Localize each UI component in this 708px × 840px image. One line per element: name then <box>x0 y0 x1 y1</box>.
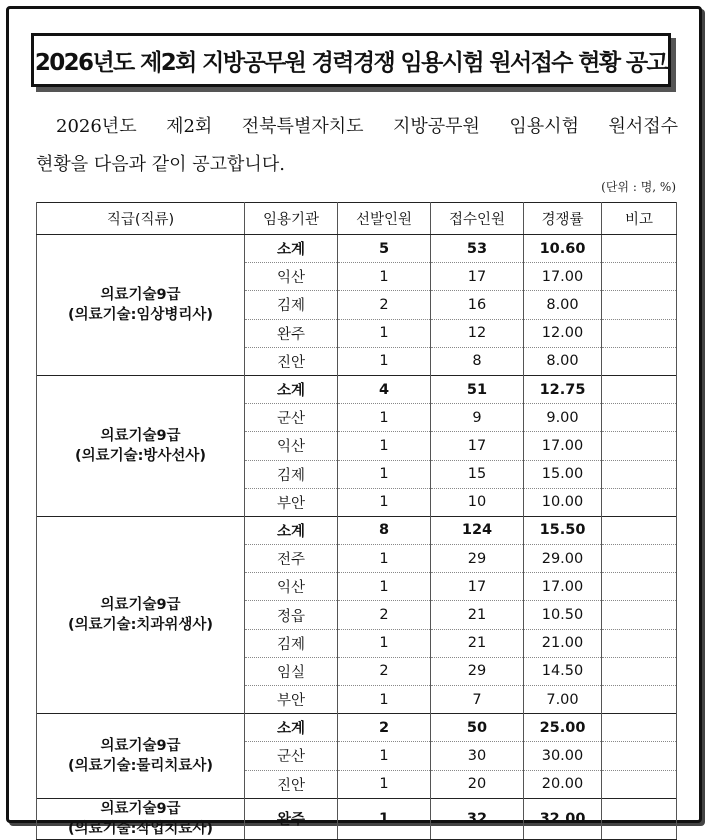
applicant-count-cell: 17 <box>431 432 524 460</box>
table-row <box>37 375 677 403</box>
org-cell: 소계 <box>245 375 338 403</box>
competition-ratio-cell: 8.00 <box>524 347 602 375</box>
selection-count-cell: 2 <box>338 291 431 319</box>
selection-count-cell: 5 <box>338 235 431 263</box>
applicant-count-cell: 15 <box>431 460 524 488</box>
selection-count-cell: 1 <box>338 770 431 798</box>
remarks-cell <box>602 375 677 403</box>
applicant-count-cell: 53 <box>431 235 524 263</box>
position-cell <box>37 375 245 516</box>
competition-ratio-cell: 20.00 <box>524 770 602 798</box>
intro-line-1: 2026년도 제2회 전북특별자치도 지방공무원 임용시험 원서접수 <box>56 116 678 137</box>
selection-count-cell: 1 <box>338 432 431 460</box>
table-body <box>37 235 677 840</box>
position-name: 의료기술9급 <box>100 800 181 817</box>
position-name: 의료기술9급 <box>100 286 181 303</box>
remarks-cell <box>602 488 677 516</box>
applicant-count-cell: 30 <box>431 742 524 770</box>
remarks-cell <box>602 432 677 460</box>
selection-count-cell: 2 <box>338 657 431 685</box>
remarks-cell <box>602 235 677 263</box>
selection-count-cell: 1 <box>338 545 431 573</box>
org-cell: 진안 <box>245 347 338 375</box>
org-cell: 완주 <box>245 798 338 839</box>
remarks-cell <box>602 404 677 432</box>
selection-count-cell: 2 <box>338 714 431 742</box>
selection-count-cell: 1 <box>338 629 431 657</box>
page-title: 2026년도 제2회 지방공무원 경력경쟁 임용시험 원서접수 현황 공고 <box>34 49 668 76</box>
table-row <box>37 516 677 544</box>
title-box <box>31 33 671 87</box>
intro-paragraph <box>36 108 678 184</box>
applicant-count-cell: 10 <box>431 488 524 516</box>
position-name: 의료기술9급 <box>100 597 181 614</box>
remarks-cell <box>602 686 677 714</box>
position-specialty: (의료기술:물리치료사) <box>67 757 214 774</box>
competition-ratio-cell: 10.00 <box>524 488 602 516</box>
header-remarks: 비고 <box>602 203 677 235</box>
org-cell: 부안 <box>245 488 338 516</box>
competition-ratio-cell: 10.50 <box>524 601 602 629</box>
remarks-cell <box>602 629 677 657</box>
applicant-count-cell: 16 <box>431 291 524 319</box>
applicant-count-cell: 9 <box>431 404 524 432</box>
header-position: 직급(직류) <box>37 203 245 235</box>
competition-ratio-cell: 17.00 <box>524 573 602 601</box>
position-cell <box>37 798 245 839</box>
remarks-cell <box>602 573 677 601</box>
position-cell <box>37 235 245 376</box>
competition-ratio-cell: 12.75 <box>524 375 602 403</box>
competition-ratio-cell: 15.00 <box>524 460 602 488</box>
remarks-cell <box>602 601 677 629</box>
selection-count-cell: 4 <box>338 375 431 403</box>
selection-count-cell: 8 <box>338 516 431 544</box>
position-specialty: (의료기술:작업치료사) <box>67 820 214 837</box>
selection-count-cell: 1 <box>338 263 431 291</box>
org-cell: 소계 <box>245 235 338 263</box>
competition-ratio-cell: 15.50 <box>524 516 602 544</box>
applicant-count-cell: 8 <box>431 347 524 375</box>
remarks-cell <box>602 545 677 573</box>
org-cell: 정읍 <box>245 601 338 629</box>
applicant-count-cell: 17 <box>431 263 524 291</box>
application-status-table <box>36 202 677 840</box>
competition-ratio-cell: 32.00 <box>524 798 602 839</box>
org-cell: 익산 <box>245 263 338 291</box>
competition-ratio-cell: 17.00 <box>524 263 602 291</box>
applicant-count-cell: 17 <box>431 573 524 601</box>
remarks-cell <box>602 770 677 798</box>
remarks-cell <box>602 347 677 375</box>
competition-ratio-cell: 21.00 <box>524 629 602 657</box>
table-row <box>37 235 677 263</box>
org-cell: 부안 <box>245 686 338 714</box>
intro-line-2: 현황을 다음과 같이 공고합니다. <box>36 154 285 175</box>
remarks-cell <box>602 742 677 770</box>
competition-ratio-cell: 17.00 <box>524 432 602 460</box>
position-specialty: (의료기술:임상병리사) <box>67 306 214 323</box>
remarks-cell <box>602 798 677 839</box>
applicant-count-cell: 12 <box>431 319 524 347</box>
selection-count-cell: 1 <box>338 488 431 516</box>
org-cell: 임실 <box>245 657 338 685</box>
competition-ratio-cell: 29.00 <box>524 545 602 573</box>
applicant-count-cell: 20 <box>431 770 524 798</box>
applicant-count-cell: 29 <box>431 657 524 685</box>
org-cell: 김제 <box>245 460 338 488</box>
selection-count-cell: 1 <box>338 742 431 770</box>
applicant-count-cell: 51 <box>431 375 524 403</box>
table-row <box>37 798 677 839</box>
selection-count-cell: 1 <box>338 460 431 488</box>
competition-ratio-cell: 25.00 <box>524 714 602 742</box>
position-specialty: (의료기술:방사선사) <box>74 447 207 464</box>
org-cell: 익산 <box>245 432 338 460</box>
remarks-cell <box>602 657 677 685</box>
table-row <box>37 714 677 742</box>
org-cell: 진안 <box>245 770 338 798</box>
table-header-row <box>37 203 677 235</box>
position-cell <box>37 714 245 799</box>
position-cell <box>37 516 245 713</box>
applicant-count-cell: 7 <box>431 686 524 714</box>
competition-ratio-cell: 7.00 <box>524 686 602 714</box>
applicant-count-cell: 124 <box>431 516 524 544</box>
unit-note: (단위 : 명, %) <box>601 180 676 194</box>
org-cell: 군산 <box>245 404 338 432</box>
header-applicants: 접수인원 <box>431 203 524 235</box>
remarks-cell <box>602 460 677 488</box>
position-name: 의료기술9급 <box>100 737 181 754</box>
selection-count-cell: 2 <box>338 601 431 629</box>
org-cell: 완주 <box>245 319 338 347</box>
selection-count-cell: 1 <box>338 404 431 432</box>
org-cell: 소계 <box>245 516 338 544</box>
org-cell: 소계 <box>245 714 338 742</box>
header-org: 임용기관 <box>245 203 338 235</box>
competition-ratio-cell: 12.00 <box>524 319 602 347</box>
position-specialty: (의료기술:치과위생사) <box>67 617 214 634</box>
competition-ratio-cell: 30.00 <box>524 742 602 770</box>
header-selection: 선발인원 <box>338 203 431 235</box>
competition-ratio-cell: 9.00 <box>524 404 602 432</box>
org-cell: 김제 <box>245 629 338 657</box>
applicant-count-cell: 21 <box>431 629 524 657</box>
remarks-cell <box>602 319 677 347</box>
applicant-count-cell: 32 <box>431 798 524 839</box>
remarks-cell <box>602 714 677 742</box>
remarks-cell <box>602 291 677 319</box>
applicant-count-cell: 50 <box>431 714 524 742</box>
org-cell: 익산 <box>245 573 338 601</box>
selection-count-cell: 1 <box>338 347 431 375</box>
selection-count-cell: 1 <box>338 798 431 839</box>
org-cell: 김제 <box>245 291 338 319</box>
applicant-count-cell: 21 <box>431 601 524 629</box>
header-ratio: 경쟁률 <box>524 203 602 235</box>
selection-count-cell: 1 <box>338 686 431 714</box>
remarks-cell <box>602 263 677 291</box>
competition-ratio-cell: 8.00 <box>524 291 602 319</box>
remarks-cell <box>602 516 677 544</box>
competition-ratio-cell: 14.50 <box>524 657 602 685</box>
selection-count-cell: 1 <box>338 573 431 601</box>
org-cell: 군산 <box>245 742 338 770</box>
position-name: 의료기술9급 <box>100 427 181 444</box>
competition-ratio-cell: 10.60 <box>524 235 602 263</box>
applicant-count-cell: 29 <box>431 545 524 573</box>
org-cell: 전주 <box>245 545 338 573</box>
selection-count-cell: 1 <box>338 319 431 347</box>
